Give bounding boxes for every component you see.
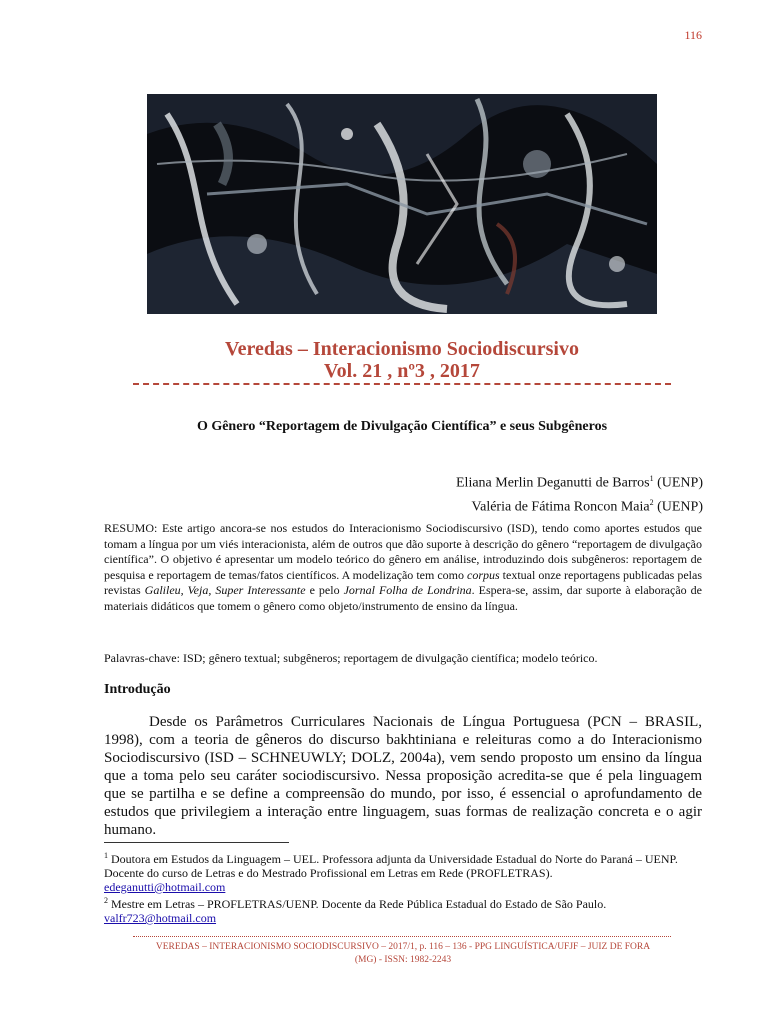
journal-title [100, 338, 704, 382]
banner-image [147, 94, 657, 314]
footnote: $^2$ Mestre em Letras – PROFLETRAS/UENP. Docente da Rede Pública Estadual do Estado de São Paulo. valfr723@hotmail.com [104, 896, 607, 925]
footnote-ref[interactable]: 1 [649, 474, 654, 483]
footnote: $^1$ Doutora em Estudos da Linguagem – UEL. Professora adjunta da Universidade Estadual do Norte do Paraná – UENP. Docente do curso de Letras e do Mestrado Profissional em Letras em Rede (PROFLETRAS). edeganutti@hotmail.com [104, 851, 678, 894]
footnotes [104, 849, 702, 925]
page-number: 116 [684, 28, 702, 42]
introduction-paragraph: Desde os Parâmetros Curriculares Nacionais de Língua Portuguesa (PCN – BRASIL, 1998), com a teoria de gêneros do discurso bakhtiniana e releituras como a do Interacionismo Sociodiscursivo (ISD – SCHNEUWLY; DOLZ, 2004a), vem sendo proposto um ensino da língua que a toma pelo seu caráter sociodiscursivo. Nessa proposição acredita-se que é pela linguagem que se partilha e se define a compreensão do mundo, por isso, é essencial o aprofundamento de estudos que privilegiem a interação entre linguagem, suas formas de realização concreta e o agir humano. [104, 714, 702, 838]
author-list [380, 469, 703, 516]
author-line: Valéria de Fátima Roncon Maia$^2$ (UENP) [471, 497, 703, 515]
page-footer [104, 941, 702, 967]
section-heading: Introdução [104, 682, 171, 697]
footer-divider [133, 936, 671, 937]
footer-line: (MG) - ISSN: 1982-2243 [354, 955, 452, 965]
journal-volume: Vol. 21 , nº3 , 2017 [324, 360, 480, 382]
article-title: O Gênero “Reportagem de Divulgação Científica” e seus Subgêneros [196, 419, 608, 434]
abstract: RESUMO: Este artigo ancora-se nos estudos do Interacionismo Sociodiscursivo (ISD), tendo como aportes estudos que tomam a língua por um viés interacionista, além de outros que dão suporte à descrição do gênero “reportagem de divulgação científica”. O objetivo é apresentar um modelo teórico do gênero em análise, introduzindo dois subgêneros: reportagem de pesquisa e reportagem de temas/fatos científicos. A modelização tem como corpus textual onze reportagens publicadas pelas revistas Galileu, Veja, Super Interessante e pelo Jornal Folha de Londrina. Espera-se, assim, dar suporte à elaboração de materiais didáticos que tomem o gênero como objeto/instrumento de ensino da língua. [104, 521, 702, 613]
journal-name: Veredas – Interacionismo Sociodiscursivo [225, 338, 579, 360]
email-link[interactable]: valfr723@hotmail.com [104, 911, 217, 925]
author-line: Eliana Merlin Deganutti de Barros$^1$ (UENP) [456, 474, 703, 491]
keywords: Palavras-chave: ISD; gênero textual; subgêneros; reportagem de divulgação científica; modelo teórico. [104, 651, 598, 665]
footer-line: VEREDAS – INTERACIONISMO SOCIODISCURSIVO – 2017/1, p. 116 – 136 - PPG LINGUÍSTICA/UFJF – JUIZ DE FORA [155, 942, 651, 952]
footnote-ref[interactable]: 2 [649, 497, 654, 507]
footnote-divider [104, 842, 289, 843]
email-link[interactable]: edeganutti@hotmail.com [104, 880, 226, 894]
title-divider [133, 383, 671, 385]
